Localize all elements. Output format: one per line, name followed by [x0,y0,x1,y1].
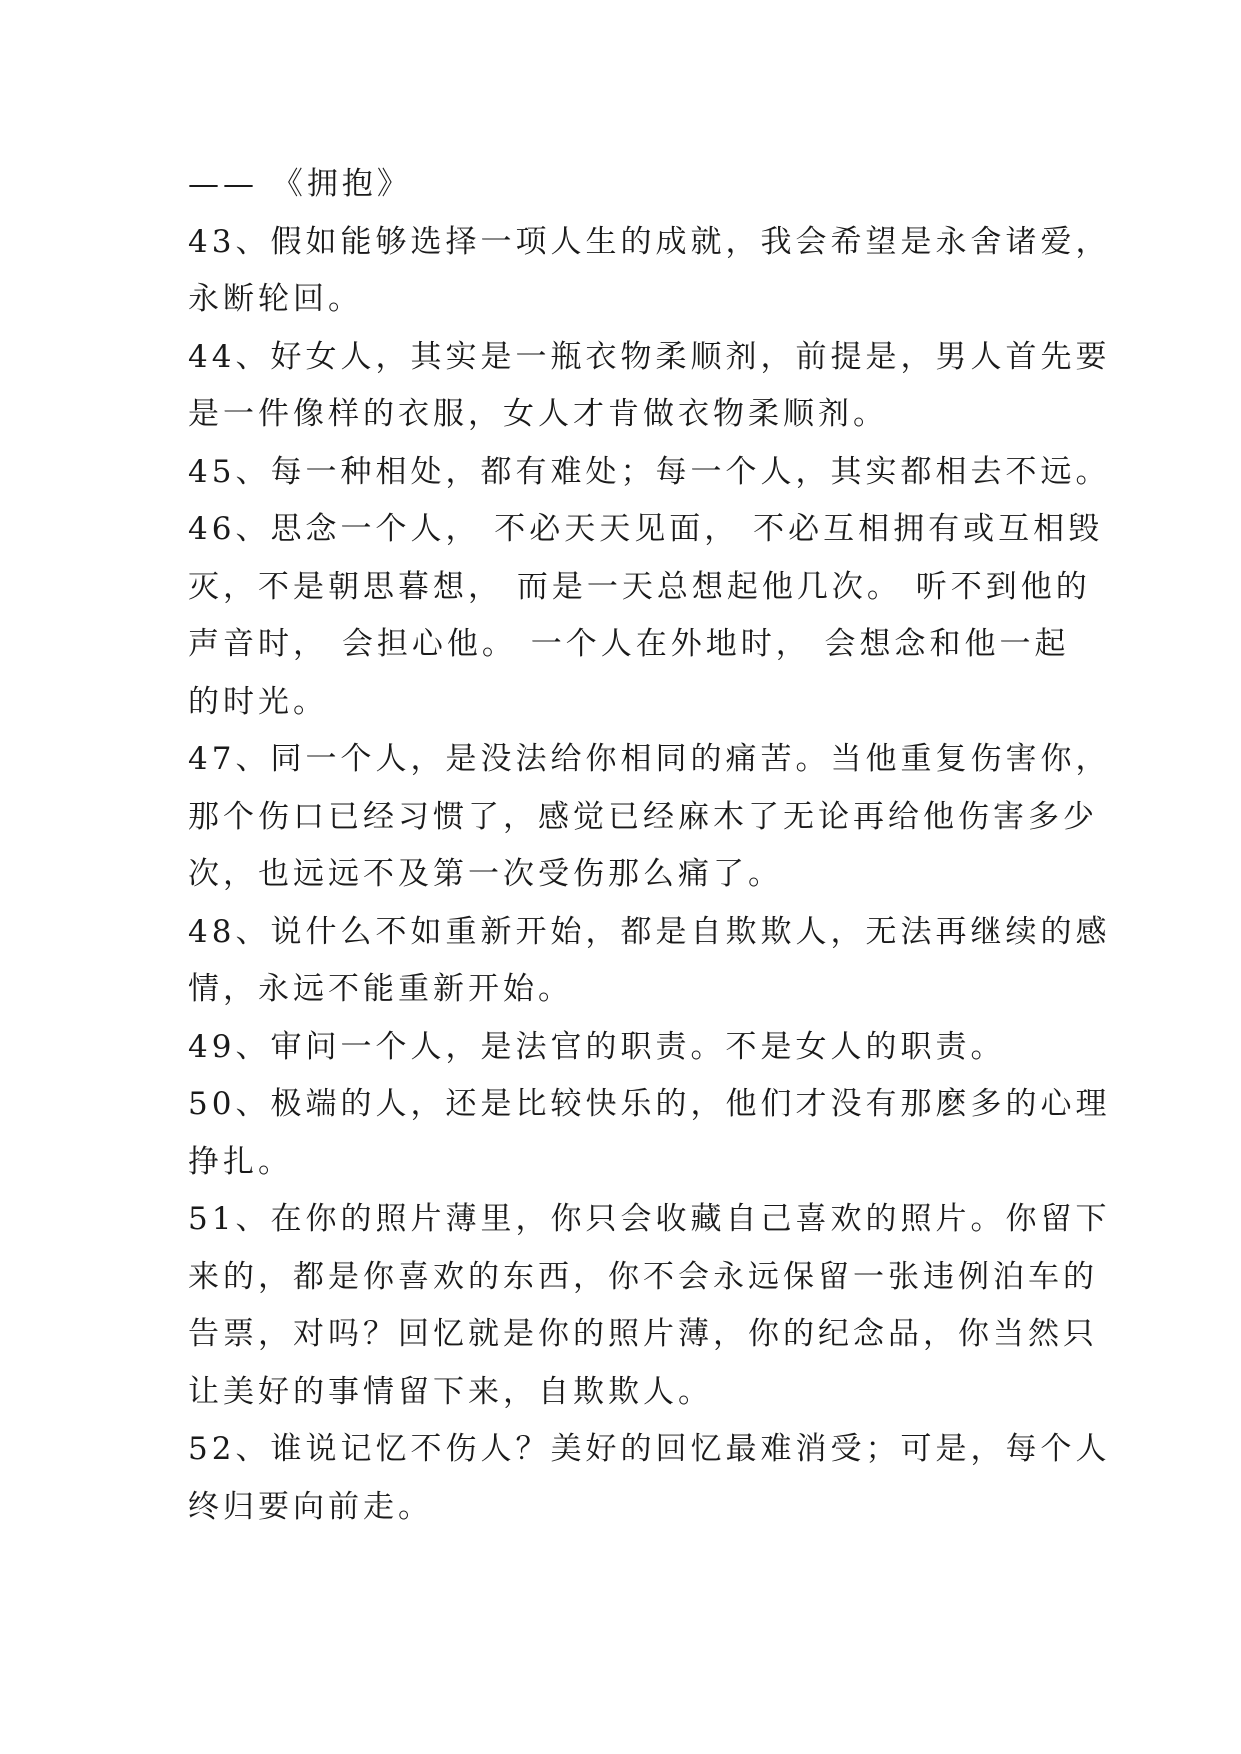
text-line: 43、假如能够选择一项人生的成就，我会希望是永舍诸爱， [188,223,1111,260]
text-line: 声音时， 会担心他。 一个人在外地时， 会想念和他一起 [188,626,1070,662]
text-line: 47、同一个人，是没法给你相同的痛苦。当他重复伤害你， [188,741,1111,777]
text-line: 挣扎。 [188,1143,293,1180]
text-line: 46、思念一个人， 不必天天见面， 不必互相拥有或互相毁 [188,511,1104,547]
text-line: 的时光。 [188,683,328,720]
text-line: 次，也远远不及第一次受伤那么痛了。 [188,856,783,892]
text-line: 灭，不是朝思暮想， 而是一天总想起他几次。 听不到他的 [188,568,1091,605]
text-line: 49、审问一个人，是法官的职责。不是女人的职责。 [188,1028,1006,1065]
text-line: 那个伤口已经习惯了，感觉已经麻木了无论再给他伤害多少 [188,798,1098,835]
text-line: 告票，对吗？回忆就是你的照片薄，你的纪念品，你当然只 [188,1316,1098,1352]
text-line: 51、在你的照片薄里，你只会收藏自己喜欢的照片。你留下 [188,1201,1111,1237]
text-line: 是一件像样的衣服，女人才肯做衣物柔顺剂。 [188,396,888,432]
text-line: 让美好的事情留下来，自欺欺人。 [188,1373,713,1410]
text-line: 50、极端的人，还是比较快乐的，他们才没有那麽多的心理 [188,1086,1111,1122]
text-line: 终归要向前走。 [188,1488,433,1525]
text-line-source: —— 《拥抱》 [188,166,412,202]
text-line: 45、每一种相处，都有难处；每一个人，其实都相去不远。 [188,453,1111,490]
text-line: 永断轮回。 [188,281,363,317]
text-line: 44、好女人，其实是一瓶衣物柔顺剂，前提是，男人首先要 [188,338,1111,375]
text-line: 来的，都是你喜欢的东西，你不会永远保留一张违例泊车的 [188,1258,1098,1295]
text-line: 52、谁说记忆不伤人？美好的回忆最难消受；可是，每个人 [188,1431,1111,1467]
document-body [188,156,1111,1536]
text-line: 情，永远不能重新开始。 [188,971,573,1007]
text-line: 48、说什么不如重新开始，都是自欺欺人，无法再继续的感 [188,913,1111,950]
